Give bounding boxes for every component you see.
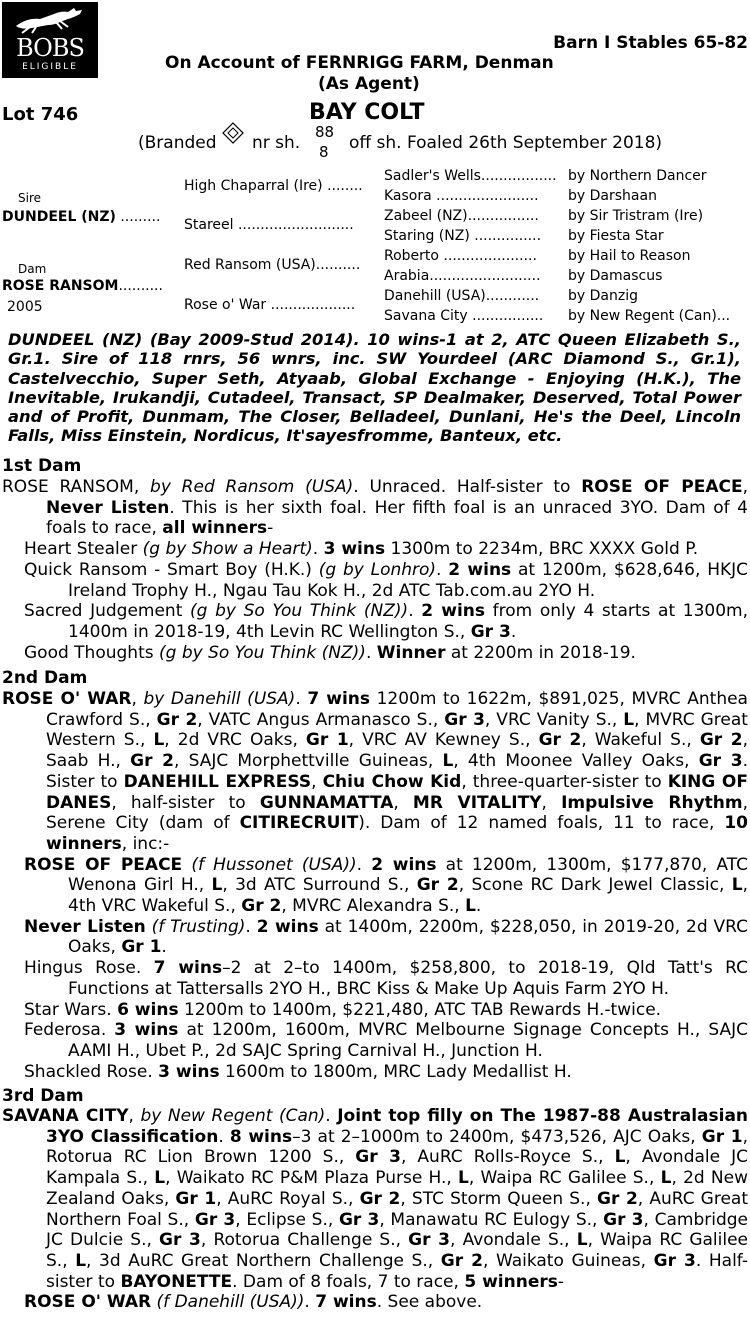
text-run: , 2d VRC Oaks, bbox=[164, 730, 306, 751]
pedigree-gen3-name: Danehill (USA) bbox=[384, 288, 486, 304]
text-run: , Manawatu RC Eulogy S., bbox=[379, 1209, 604, 1230]
text-run: at 1200m, 1300m, $177,870, ATC Wenona Girl H., bbox=[68, 854, 748, 896]
first-dam-progeny bbox=[2, 560, 748, 601]
text-run: Gr 2 bbox=[440, 1250, 483, 1271]
brand-diamond-icon bbox=[221, 121, 245, 145]
pedigree-gen3-by: by Fiesta Star bbox=[568, 228, 664, 244]
text-run: , bbox=[541, 792, 562, 813]
text-run: –2 at 2–to 1400m, $258,800, to 2018-19, Qld Tatt's RC Functions at Tattersalls 2YO H., BRC Kiss & Make Up Aquis Farm 2YO H. bbox=[68, 958, 748, 999]
pedigree-gen2-name: High Chaparral (Ire) bbox=[184, 178, 323, 194]
text-run: . bbox=[325, 1106, 338, 1126]
text-run: . bbox=[161, 937, 167, 958]
text-run: 7 wins bbox=[315, 1292, 377, 1313]
text-run: Gr 1 bbox=[121, 937, 162, 958]
text-run: Never Listen bbox=[46, 497, 170, 518]
text-run: ). Dam of 12 named foals, 11 to race, bbox=[358, 813, 725, 834]
text-run: Star Wars. bbox=[24, 999, 118, 1020]
third-dam-section bbox=[2, 1106, 748, 1313]
pedigree-gen3-row: Roberto ..................... bbox=[384, 248, 537, 264]
text-run: . This is her sixth foal. Her fifth foal is an unraced 3YO. Dam of 4 foals to race, bbox=[46, 497, 748, 539]
text-run: , Rotorua RC Lion Brown 1200 S., bbox=[46, 1126, 748, 1168]
text-run: . bbox=[245, 916, 257, 937]
text-run: 1200m to 1622m, $891,025, MVRC Anthea Crawford S., bbox=[46, 689, 748, 730]
second-dam-intro bbox=[2, 689, 748, 855]
text-run: 3 wins bbox=[323, 539, 386, 560]
text-run: SAVANA CITY bbox=[2, 1106, 129, 1126]
text-run: (f Trusting) bbox=[151, 916, 246, 937]
brand-fraction-bottom: 8 bbox=[319, 143, 329, 161]
pedigree-gen2-name: Stareel bbox=[184, 217, 234, 233]
text-run: Never Listen bbox=[24, 916, 146, 937]
text-run: Gr 2 bbox=[538, 730, 582, 751]
first-dam-heading: 1st Dam bbox=[2, 456, 82, 476]
third-dam-heading: 3rd Dam bbox=[2, 1086, 84, 1106]
dam-name: ROSE RANSOM bbox=[2, 278, 119, 294]
text-run: Shackled Rose. bbox=[24, 1061, 159, 1082]
text-run: , VATC Angus Armanasco S., bbox=[197, 709, 445, 730]
text-run: Gr 1 bbox=[305, 730, 349, 751]
text-run: , half-sister to bbox=[111, 792, 260, 813]
pedigree-gen3-by: by Danzig bbox=[568, 288, 638, 304]
text-run: . bbox=[304, 1292, 316, 1313]
logo-subtext: ELIGIBLE bbox=[22, 62, 78, 72]
text-run: 3 wins bbox=[158, 1061, 220, 1082]
text-run: L bbox=[731, 875, 743, 896]
text-run: , VRC Vanity S., bbox=[484, 709, 624, 730]
text-run: ROSE RANSOM, bbox=[2, 477, 151, 497]
pedigree-gen3-row: Danehill (USA)............ bbox=[384, 288, 540, 304]
text-run: . bbox=[475, 896, 482, 917]
lot-title: BAY COLT bbox=[309, 100, 425, 125]
text-run: Impulsive Rhythm bbox=[561, 792, 743, 813]
text-run: Federosa. bbox=[24, 1020, 115, 1041]
text-run: 6 wins bbox=[117, 999, 179, 1020]
pedigree-gen2-row: High Chaparral (Ire) ........ bbox=[184, 178, 363, 194]
brand-mid: nr sh. bbox=[252, 133, 301, 153]
dam-label: Dam bbox=[18, 262, 47, 276]
text-run: , bbox=[311, 771, 323, 792]
text-run: L bbox=[660, 1168, 672, 1189]
text-run: 8 wins bbox=[229, 1126, 293, 1147]
text-run: at 2200m in 2018-19. bbox=[445, 642, 636, 663]
text-run: 1600m to 1800m, MRC Lady Medallist H. bbox=[219, 1061, 572, 1082]
text-run: Sacred Judgement bbox=[24, 601, 191, 622]
text-run: (g by Show a Heart) bbox=[142, 539, 313, 560]
text-run: - bbox=[557, 1271, 564, 1292]
second-dam-section bbox=[2, 689, 748, 1082]
text-run: L bbox=[465, 896, 476, 917]
text-run: Heart Stealer bbox=[24, 539, 143, 560]
text-run: L bbox=[442, 751, 454, 772]
pedigree-gen2-name: Rose o' War bbox=[184, 297, 267, 313]
text-run: (f Danehill (USA)) bbox=[156, 1292, 305, 1313]
text-run: Gr 3 bbox=[470, 621, 511, 642]
first-dam-section bbox=[2, 477, 748, 663]
dam-year: 2005 bbox=[7, 299, 43, 315]
text-run: , MVRC Alexandra S., bbox=[281, 896, 466, 917]
dam-row: ROSE RANSOM.......... bbox=[2, 278, 163, 294]
second-dam-progeny bbox=[2, 1000, 748, 1021]
text-run: . bbox=[510, 621, 517, 642]
pedigree-gen3-name: Zabeel (NZ) bbox=[384, 208, 468, 224]
text-run: . bbox=[436, 559, 449, 580]
text-run: , VRC AV Kewney S., bbox=[348, 730, 539, 751]
text-run: Gr 2 bbox=[241, 896, 282, 917]
text-run: (g by Lonhro) bbox=[318, 559, 437, 580]
sire-label: Sire bbox=[18, 191, 42, 205]
horse-icon bbox=[2, 2, 98, 36]
text-run: . bbox=[218, 1126, 230, 1147]
text-run: , Serene City (dam of bbox=[46, 792, 749, 834]
text-run: , three-quarter-sister to bbox=[461, 771, 668, 792]
text-run: 7 wins bbox=[153, 958, 223, 979]
text-run: 1300m to 2234m, BRC XXXX Gold P. bbox=[385, 539, 699, 560]
text-run: 2 wins bbox=[371, 854, 437, 875]
text-run: , bbox=[393, 792, 413, 813]
text-run: . bbox=[408, 601, 422, 622]
text-run: , 3d ATC Surround S., bbox=[222, 875, 417, 896]
brand-fraction-top: 88 bbox=[315, 123, 335, 141]
text-run: Winner bbox=[376, 642, 446, 663]
text-run: (f Hussonet (USA)) bbox=[191, 854, 357, 875]
first-dam-progeny bbox=[2, 643, 748, 664]
text-run: Good Thoughts bbox=[24, 642, 159, 663]
text-run: –3 at 2–1000m to 2400m, $473,526, AJC Oaks, bbox=[292, 1126, 702, 1147]
text-run: , AuRC Royal S., bbox=[216, 1188, 360, 1209]
text-run bbox=[182, 855, 191, 875]
text-run: Gr 3 bbox=[603, 1209, 644, 1230]
third-dam-progeny bbox=[2, 1292, 748, 1313]
text-run: . Sister to bbox=[46, 751, 748, 792]
text-run: Gr 2 bbox=[596, 1188, 638, 1209]
text-run: , MVRC Great Western S., bbox=[46, 709, 748, 751]
text-run: Gr 3 bbox=[653, 1250, 696, 1271]
text-run: , bbox=[742, 477, 749, 497]
text-run: Gr 1 bbox=[701, 1126, 743, 1147]
pedigree-gen3-by: by New Regent (Can)... bbox=[568, 308, 731, 324]
text-run: L bbox=[211, 875, 223, 896]
text-run: at 1200m, 1600m, MVRC Melbourne Signage Concepts H., SAJC AAMI H., Ubet P., 2d SAJC Spring Carnival H., Junction H. bbox=[68, 1020, 748, 1061]
text-run: Gr 3 bbox=[444, 709, 485, 730]
text-run: 2 wins bbox=[421, 601, 485, 622]
text-run: KING OF DANES bbox=[46, 771, 748, 813]
lot-number: Lot 746 bbox=[2, 104, 79, 125]
pedigree-gen2-row: Stareel .......................... bbox=[184, 217, 354, 233]
text-run: L bbox=[623, 709, 635, 730]
text-run: Gr 2 bbox=[359, 1188, 401, 1209]
text-run: Gr 2 bbox=[130, 751, 174, 772]
text-run: , Avondale S., bbox=[450, 1230, 577, 1251]
text-run: ROSE OF PEACE bbox=[581, 477, 743, 497]
text-run: at 1200m, $628,646, HKJC Ireland Trophy H., Ngau Tau Kok H., 2d ATC Tab.com.au 2YO H. bbox=[68, 559, 749, 601]
text-run: , Waikato Guineas, bbox=[483, 1250, 654, 1271]
text-run: 1200m to 1400m, $221,480, ATC TAB Rewards H.-twice. bbox=[178, 999, 662, 1020]
text-run: DANEHILL EXPRESS bbox=[123, 771, 312, 792]
text-run: , inc:- bbox=[121, 833, 170, 854]
third-dam-progeny-list bbox=[2, 1292, 748, 1313]
text-run: , Avondale JC Kampala S., bbox=[46, 1147, 749, 1189]
text-run: (g by So You Think (NZ)) bbox=[159, 642, 366, 663]
text-run: , Saab H., bbox=[46, 730, 748, 772]
text-run: 2 wins bbox=[448, 559, 512, 580]
text-run: , 4th VRC Wakeful S., bbox=[68, 875, 748, 917]
text-run: by New Regent (Can) bbox=[140, 1106, 326, 1126]
text-run: Gr 3 bbox=[159, 1230, 201, 1251]
text-run: Gr 2 bbox=[699, 730, 743, 751]
text-run: , Wakeful S., bbox=[581, 730, 700, 751]
pedigree-gen3-by: by Sir Tristram (Ire) bbox=[568, 208, 704, 224]
pedigree-gen3-name: Savana City bbox=[384, 308, 468, 324]
text-run: . Half-sister to bbox=[46, 1250, 748, 1292]
pedigree-gen3-row: Staring (NZ) ............... bbox=[384, 228, 542, 244]
text-run: . Dam of 8 foals, 7 to race, bbox=[232, 1271, 465, 1292]
text-run: Gr 3 bbox=[698, 751, 743, 772]
text-run: from only 4 starts at 1300m, 1400m in 2018-19, 4th Levin RC Wellington S., bbox=[68, 601, 748, 642]
pedigree-gen3-name: Roberto bbox=[384, 248, 439, 264]
logo-text: BOBS bbox=[16, 34, 84, 62]
text-run: Hingus Rose. bbox=[24, 958, 154, 979]
text-run: Gr 3 bbox=[338, 1209, 380, 1230]
bobs-eligible-logo bbox=[2, 2, 98, 78]
text-run: . bbox=[312, 539, 324, 560]
text-run: L bbox=[75, 1250, 87, 1271]
text-run: . bbox=[356, 854, 372, 875]
pedigree-gen3-by: by Hail to Reason bbox=[568, 248, 691, 264]
text-run: ROSE O' WAR bbox=[2, 689, 132, 709]
first-dam-progeny bbox=[2, 539, 748, 560]
sire-summary: DUNDEEL (NZ) (Bay 2009-Stud 2014). 10 wins-1 at 2, ATC Queen Elizabeth S., Gr.1. Sire of 118 rnrs, 56 wnrs, inc. SW Yourdeel (ARC Diamond S., Gr.1), Castelvecchio, Super Seth, Atyaab, Global Exchange - Enjoying (H.K.), The Inevitable, Irukandji, Cutadeel, Transact, SP Dealmaker, Deserved, Total Power and of Profit, Dunmam, The Closer, Belladeel, Dunlani, He's the Deel, Lincoln Falls, Miss Einstein, Nordicus, It'sayesfromme, Banteux, etc. bbox=[8, 330, 741, 446]
text-run: , bbox=[128, 1106, 141, 1126]
text-run: MR VITALITY bbox=[412, 792, 542, 813]
text-run: Gr 2 bbox=[416, 875, 459, 896]
pedigree-gen3-row: Sadler's Wells................. bbox=[384, 168, 557, 184]
text-run: , bbox=[131, 689, 144, 709]
text-run: , Scone RC Dark Jewel Classic, bbox=[458, 875, 732, 896]
text-run: Gr 3 bbox=[408, 1230, 451, 1251]
text-run: , 2d New Zealand Oaks, bbox=[46, 1168, 748, 1209]
pedigree-gen3-name: Sadler's Wells bbox=[384, 168, 481, 184]
pedigree-gen3-name: Arabia bbox=[384, 268, 430, 284]
text-run: 7 wins bbox=[307, 689, 370, 709]
pedigree-gen3-by: by Northern Dancer bbox=[568, 168, 707, 184]
text-run: L bbox=[458, 1168, 469, 1189]
text-run: L bbox=[154, 1168, 166, 1189]
text-run: Gr 1 bbox=[175, 1188, 217, 1209]
text-run: . bbox=[295, 689, 308, 709]
text-run: ROSE O' WAR bbox=[24, 1292, 152, 1313]
text-run: , Rotorua Challenge S., bbox=[200, 1230, 409, 1251]
text-run: , 3d AuRC Great Northern Challenge S., bbox=[86, 1250, 441, 1271]
pedigree-gen3-name: Staring (NZ) bbox=[384, 228, 470, 244]
pedigree-gen2-name: Red Ransom (USA) bbox=[184, 257, 316, 273]
text-run: , Waipa RC Galilee S., bbox=[46, 1230, 749, 1271]
text-run: (g by So You Think (NZ)) bbox=[190, 601, 409, 622]
text-run: by Danehill (USA) bbox=[143, 689, 296, 709]
text-run: BAYONETTE bbox=[120, 1271, 233, 1292]
second-dam-heading: 2nd Dam bbox=[2, 668, 88, 688]
text-run: . Unraced. Half-sister to bbox=[353, 477, 582, 497]
second-dam-progeny-list bbox=[2, 855, 748, 1083]
third-dam-intro bbox=[2, 1106, 748, 1292]
pedigree-gen3-by: by Damascus bbox=[568, 268, 663, 284]
text-run: all winners bbox=[162, 518, 268, 539]
pedigree-gen2-row: Red Ransom (USA).......... bbox=[184, 257, 361, 273]
pedigree-gen2-row: Rose o' War ................... bbox=[184, 297, 356, 313]
text-run: 3 wins bbox=[114, 1020, 179, 1041]
text-run: 10 winners bbox=[46, 813, 748, 854]
text-run: Gr 3 bbox=[194, 1209, 236, 1230]
second-dam-progeny bbox=[2, 1020, 748, 1061]
text-run: , 4th Moonee Valley Oaks, bbox=[453, 751, 699, 772]
pedigree-gen3-by: by Darshaan bbox=[568, 188, 657, 204]
text-run: Quick Ransom - Smart Boy (H.K.) bbox=[24, 559, 319, 580]
barn-location: Barn I Stables 65-82 bbox=[553, 33, 748, 53]
text-run: , SAJC Morphettville Guineas, bbox=[173, 751, 443, 772]
text-run: CITIRECRUIT bbox=[239, 813, 359, 834]
brand-post: off sh. Foaled 26th September 2018) bbox=[349, 133, 663, 153]
text-run: GUNNAMATTA bbox=[259, 792, 394, 813]
agent-note: (As Agent) bbox=[318, 74, 420, 94]
text-run: ROSE OF PEACE bbox=[24, 854, 183, 875]
text-run: , Cambridge JC Dulcie S., bbox=[46, 1209, 748, 1251]
text-run: , Waipa RC Galilee S., bbox=[468, 1168, 661, 1189]
text-run: 5 winners bbox=[464, 1271, 558, 1292]
text-run: . See above. bbox=[376, 1292, 483, 1313]
text-run: by Red Ransom (USA) bbox=[150, 477, 354, 497]
brand-pre: (Branded bbox=[138, 133, 217, 153]
pedigree-gen3-row: Kasora ....................... bbox=[384, 188, 539, 204]
text-run: , STC Storm Queen S., bbox=[400, 1188, 597, 1209]
text-run: at 1400m, 2200m, $228,050, in 2019-20, 2d VRC Oaks, bbox=[68, 916, 748, 958]
text-run: Gr 3 bbox=[355, 1147, 401, 1168]
text-run: - bbox=[267, 518, 274, 539]
pedigree-gen3-row: Savana City ................ bbox=[384, 308, 544, 324]
sire-name: DUNDEEL (NZ) bbox=[2, 209, 116, 225]
sire-row: DUNDEEL (NZ) ......... bbox=[2, 209, 161, 225]
text-run: Chiu Chow Kid bbox=[322, 771, 462, 792]
text-run: 2 wins bbox=[256, 916, 319, 937]
vendor-account: On Account of FERNRIGG FARM, Denman bbox=[165, 53, 554, 73]
text-run: L bbox=[614, 1147, 626, 1168]
first-dam-intro bbox=[2, 477, 748, 539]
text-run: , Waikato RC P&M Plaza Purse H., bbox=[165, 1168, 459, 1189]
second-dam-progeny bbox=[2, 855, 748, 917]
text-run: L bbox=[153, 730, 165, 751]
text-run: . bbox=[365, 642, 377, 663]
pedigree-gen3-name: Kasora bbox=[384, 188, 432, 204]
pedigree-gen3-row: Arabia......................... bbox=[384, 268, 541, 284]
pedigree-gen3-row: Zabeel (NZ)................ bbox=[384, 208, 539, 224]
second-dam-progeny bbox=[2, 958, 748, 999]
text-run: , AuRC Rolls-Royce S., bbox=[401, 1147, 615, 1168]
text-run: Joint top filly on The 1987-88 Australasian 3YO Classification bbox=[46, 1106, 749, 1147]
text-run: Gr 2 bbox=[156, 709, 198, 730]
second-dam-progeny bbox=[2, 917, 748, 958]
text-run: , Eclipse S., bbox=[235, 1209, 339, 1230]
first-dam-progeny bbox=[2, 601, 748, 642]
second-dam-progeny bbox=[2, 1062, 748, 1083]
text-run: L bbox=[576, 1230, 588, 1251]
text-run: , AuRC Great Northern Foal S., bbox=[46, 1188, 749, 1230]
